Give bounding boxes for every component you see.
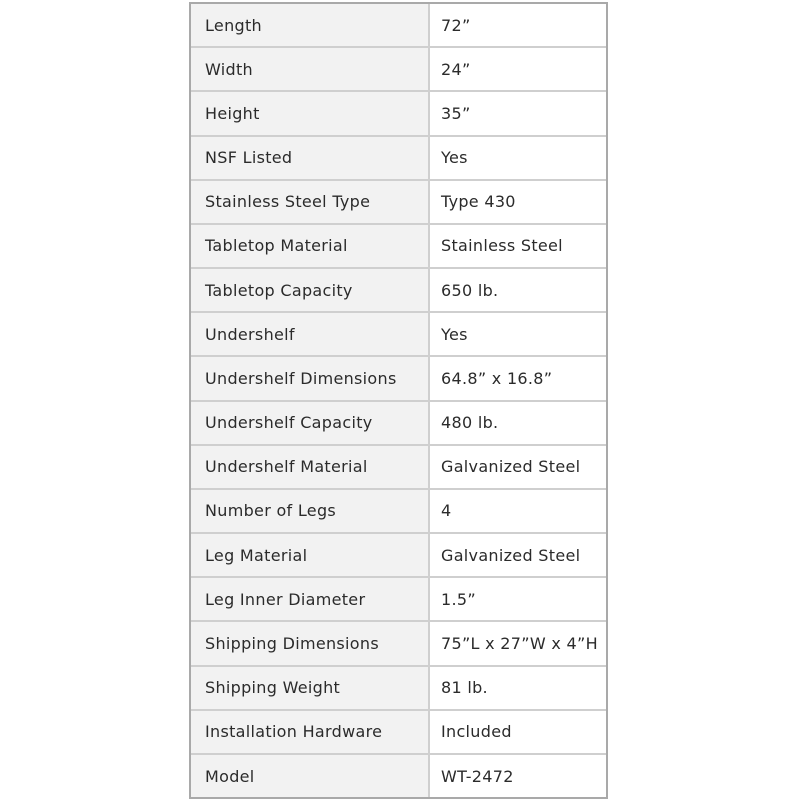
spec-label: Installation Hardware <box>191 711 430 753</box>
spec-value: 81 lb. <box>430 667 606 709</box>
spec-row-undershelf-material <box>191 446 606 490</box>
spec-label: Width <box>191 48 430 90</box>
spec-row-shipping-dimensions <box>191 622 606 666</box>
spec-value: WT-2472 <box>430 755 606 797</box>
spec-label: Length <box>191 4 430 46</box>
spec-value: 24” <box>430 48 606 90</box>
spec-label: Leg Material <box>191 534 430 576</box>
spec-label: Undershelf <box>191 313 430 355</box>
spec-row-undershelf <box>191 313 606 357</box>
spec-row-leg-inner-diameter <box>191 578 606 622</box>
spec-table <box>189 2 608 799</box>
spec-value: Galvanized Steel <box>430 534 606 576</box>
spec-value: 480 lb. <box>430 402 606 444</box>
spec-row-height <box>191 92 606 136</box>
spec-row-undershelf-dimensions <box>191 357 606 401</box>
spec-row-length <box>191 4 606 48</box>
spec-value: Included <box>430 711 606 753</box>
spec-row-width <box>191 48 606 92</box>
spec-value: Stainless Steel <box>430 225 606 267</box>
spec-value: Yes <box>430 313 606 355</box>
spec-row-installation-hardware <box>191 711 606 755</box>
spec-row-leg-material <box>191 534 606 578</box>
spec-value: 650 lb. <box>430 269 606 311</box>
spec-label: Model <box>191 755 430 797</box>
spec-value: 4 <box>430 490 606 532</box>
spec-label: Shipping Weight <box>191 667 430 709</box>
spec-value: Galvanized Steel <box>430 446 606 488</box>
spec-row-shipping-weight <box>191 667 606 711</box>
spec-value: Yes <box>430 137 606 179</box>
spec-value: 72” <box>430 4 606 46</box>
spec-row-nsf-listed <box>191 137 606 181</box>
spec-row-number-of-legs <box>191 490 606 534</box>
spec-label: Stainless Steel Type <box>191 181 430 223</box>
spec-label: Height <box>191 92 430 134</box>
spec-label: Leg Inner Diameter <box>191 578 430 620</box>
spec-label: Tabletop Capacity <box>191 269 430 311</box>
spec-value: Type 430 <box>430 181 606 223</box>
spec-label: Tabletop Material <box>191 225 430 267</box>
spec-label: Undershelf Capacity <box>191 402 430 444</box>
spec-label: NSF Listed <box>191 137 430 179</box>
spec-value: 35” <box>430 92 606 134</box>
spec-row-stainless-steel-type <box>191 181 606 225</box>
spec-label: Undershelf Dimensions <box>191 357 430 399</box>
spec-row-model <box>191 755 606 797</box>
spec-row-tabletop-material <box>191 225 606 269</box>
spec-label: Undershelf Material <box>191 446 430 488</box>
spec-row-undershelf-capacity <box>191 402 606 446</box>
spec-row-tabletop-capacity <box>191 269 606 313</box>
spec-label: Number of Legs <box>191 490 430 532</box>
spec-value: 75”L x 27”W x 4”H <box>430 622 606 664</box>
spec-value: 64.8” x 16.8” <box>430 357 606 399</box>
spec-label: Shipping Dimensions <box>191 622 430 664</box>
spec-value: 1.5” <box>430 578 606 620</box>
